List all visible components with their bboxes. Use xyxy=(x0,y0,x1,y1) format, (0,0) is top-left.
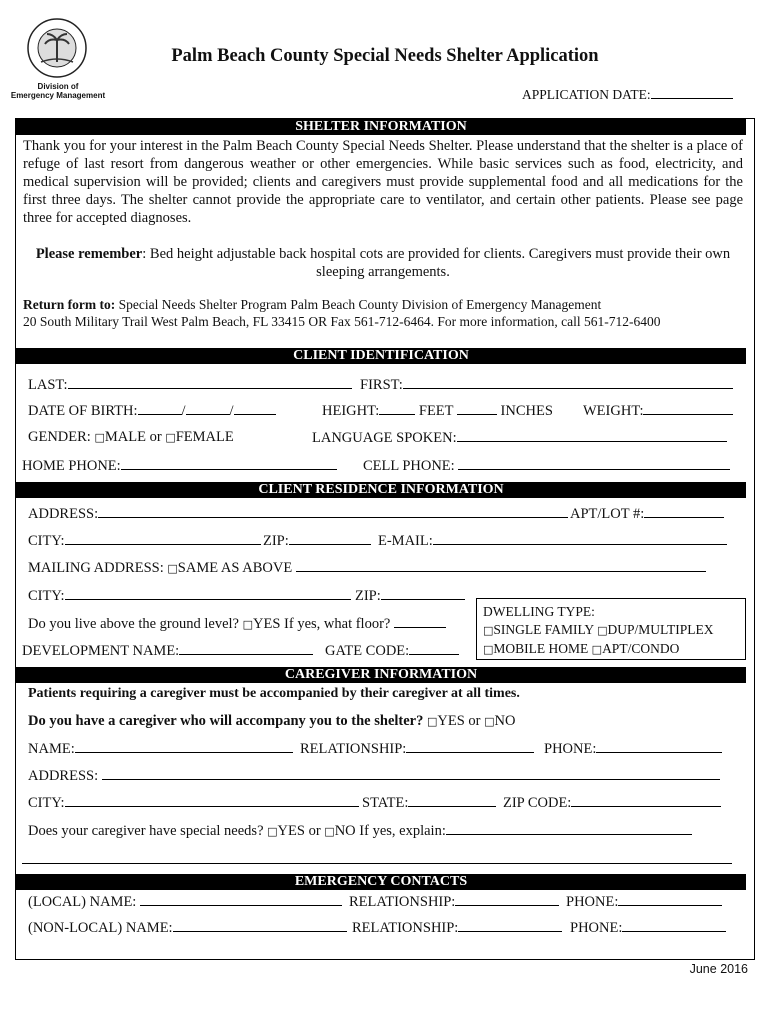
caregiver-city-field[interactable]: CITY: xyxy=(28,794,359,812)
org-line2: Emergency Management xyxy=(10,91,106,100)
nonlocal-contact-name-field[interactable]: (NON-LOCAL) NAME: xyxy=(28,919,347,937)
caregiver-zip-field[interactable]: ZIP CODE: xyxy=(503,794,721,812)
local-contact-relationship-field[interactable]: RELATIONSHIP: xyxy=(349,893,559,911)
nonlocal-contact-relationship-field[interactable]: RELATIONSHIP: xyxy=(352,919,562,937)
email-field[interactable]: E-MAIL: xyxy=(378,532,727,550)
male-checkbox[interactable]: □ xyxy=(94,431,105,444)
section-emergency-contacts: EMERGENCY CONTACTS xyxy=(16,874,746,890)
language-spoken-field[interactable]: LANGUAGE SPOKEN: xyxy=(312,429,727,447)
home-phone-field[interactable]: HOME PHONE: xyxy=(22,457,337,475)
caregiver-state-field[interactable]: STATE: xyxy=(362,794,496,812)
special-needs-no-checkbox[interactable]: □ xyxy=(324,825,335,838)
mobile-home-checkbox[interactable]: □ xyxy=(483,643,494,656)
explain-continuation-line[interactable] xyxy=(22,863,732,864)
caregiver-address-field[interactable]: ADDRESS: xyxy=(28,767,720,785)
height-field[interactable]: HEIGHT: FEET INCHES xyxy=(322,403,553,419)
nonlocal-contact-phone-field[interactable]: PHONE: xyxy=(570,919,726,937)
same-as-above-checkbox[interactable]: □ xyxy=(167,562,178,575)
caregiver-special-needs-field[interactable]: Does your caregiver have special needs? □YES or □NO If yes, explain: xyxy=(28,822,692,840)
dwelling-type-label: DWELLING TYPE: xyxy=(483,604,595,619)
mailing-city-field[interactable]: CITY: xyxy=(28,587,351,605)
caregiver-relationship-field[interactable]: RELATIONSHIP: xyxy=(300,740,534,758)
mailing-address-field[interactable]: MAILING ADDRESS: □SAME AS ABOVE xyxy=(28,559,706,577)
mailing-zip-field[interactable]: ZIP: xyxy=(355,587,465,605)
development-name-field[interactable]: DEVELOPMENT NAME: xyxy=(22,642,313,660)
caregiver-note: Patients requiring a caregiver must be accompanied by their caregiver at all times. xyxy=(28,686,520,701)
caregiver-question[interactable]: Do you have a caregiver who will accompany you to the shelter? □YES or □NO xyxy=(28,713,516,729)
weight-field[interactable]: WEIGHT: xyxy=(583,402,733,420)
female-checkbox[interactable]: □ xyxy=(165,431,176,444)
return-form-text: Return form to: Special Needs Shelter Program Palm Beach County Division of Emergency Management xyxy=(23,297,602,312)
single-family-checkbox[interactable]: □ xyxy=(483,624,494,637)
please-remember-text: Please remember: Bed height adjustable back hospital cots are provided for clients. Caregivers must provide their own sleeping arrangements. xyxy=(35,246,731,280)
org-line1: Division of xyxy=(37,82,79,91)
first-name-field[interactable]: FIRST: xyxy=(360,376,733,394)
ground-level-yes-checkbox[interactable]: □ xyxy=(242,618,254,631)
address-field[interactable]: ADDRESS: xyxy=(28,505,568,523)
section-client-identification: CLIENT IDENTIFICATION xyxy=(16,348,746,364)
dwelling-type-box: DWELLING TYPE: □SINGLE FAMILY □DUP/MULTIPLEX □MOBILE HOME □APT/CONDO xyxy=(476,598,746,660)
section-client-residence: CLIENT RESIDENCE INFORMATION xyxy=(16,482,746,498)
apt-lot-field[interactable]: APT/LOT #: xyxy=(570,505,724,523)
section-caregiver-info: CAREGIVER INFORMATION xyxy=(16,667,746,683)
date-of-birth-field[interactable]: DATE OF BIRTH: / / xyxy=(28,402,276,420)
application-date-field[interactable]: APPLICATION DATE: xyxy=(522,86,733,103)
gender-field[interactable]: GENDER: □MALE or □FEMALE xyxy=(28,429,234,445)
city-field[interactable]: CITY: xyxy=(28,532,261,550)
local-contact-name-field[interactable]: (LOCAL) NAME: xyxy=(28,893,342,911)
zip-field[interactable]: ZIP: xyxy=(263,532,371,550)
gate-code-field[interactable]: GATE CODE: xyxy=(325,642,459,660)
section-shelter-info: SHELTER INFORMATION xyxy=(16,119,746,135)
caregiver-yes-checkbox[interactable]: □ xyxy=(426,715,438,728)
shelter-intro-text: Thank you for your interest in the Palm Beach County Special Needs Shelter. Please understand that the shelter is a place of refuge of last resort from dangerous weather or other emergencies. While basic services such as food, electricity, and medical supervision will be provided; clients and caregivers must provide supplemental food and all medications for the first three days. The shelter cannot provide the appropriate care to ventilator, and certain other patients. Please see page three for accepted diagnoses. xyxy=(23,138,743,226)
revision-date: June 2016 xyxy=(689,962,748,976)
caregiver-phone-field[interactable]: PHONE: xyxy=(544,740,722,758)
caregiver-name-field[interactable]: NAME: xyxy=(28,740,293,758)
cell-phone-field[interactable]: CELL PHONE: xyxy=(363,457,730,475)
caregiver-no-checkbox[interactable]: □ xyxy=(484,715,495,728)
dup-multiplex-checkbox[interactable]: □ xyxy=(597,624,608,637)
ground-level-question[interactable]: Do you live above the ground level? □YES If yes, what floor? xyxy=(28,615,446,633)
special-needs-yes-checkbox[interactable]: □ xyxy=(267,825,278,838)
county-seal-logo xyxy=(27,18,87,78)
form-title: Palm Beach County Special Needs Shelter Application xyxy=(171,46,599,66)
local-contact-phone-field[interactable]: PHONE: xyxy=(566,893,722,911)
last-name-field[interactable]: LAST: xyxy=(28,376,352,394)
return-address-text: 20 South Military Trail West Palm Beach, FL 33415 OR Fax 561-712-6464. For more information, call 561-712-6400 xyxy=(23,314,661,329)
apt-condo-checkbox[interactable]: □ xyxy=(591,643,603,656)
